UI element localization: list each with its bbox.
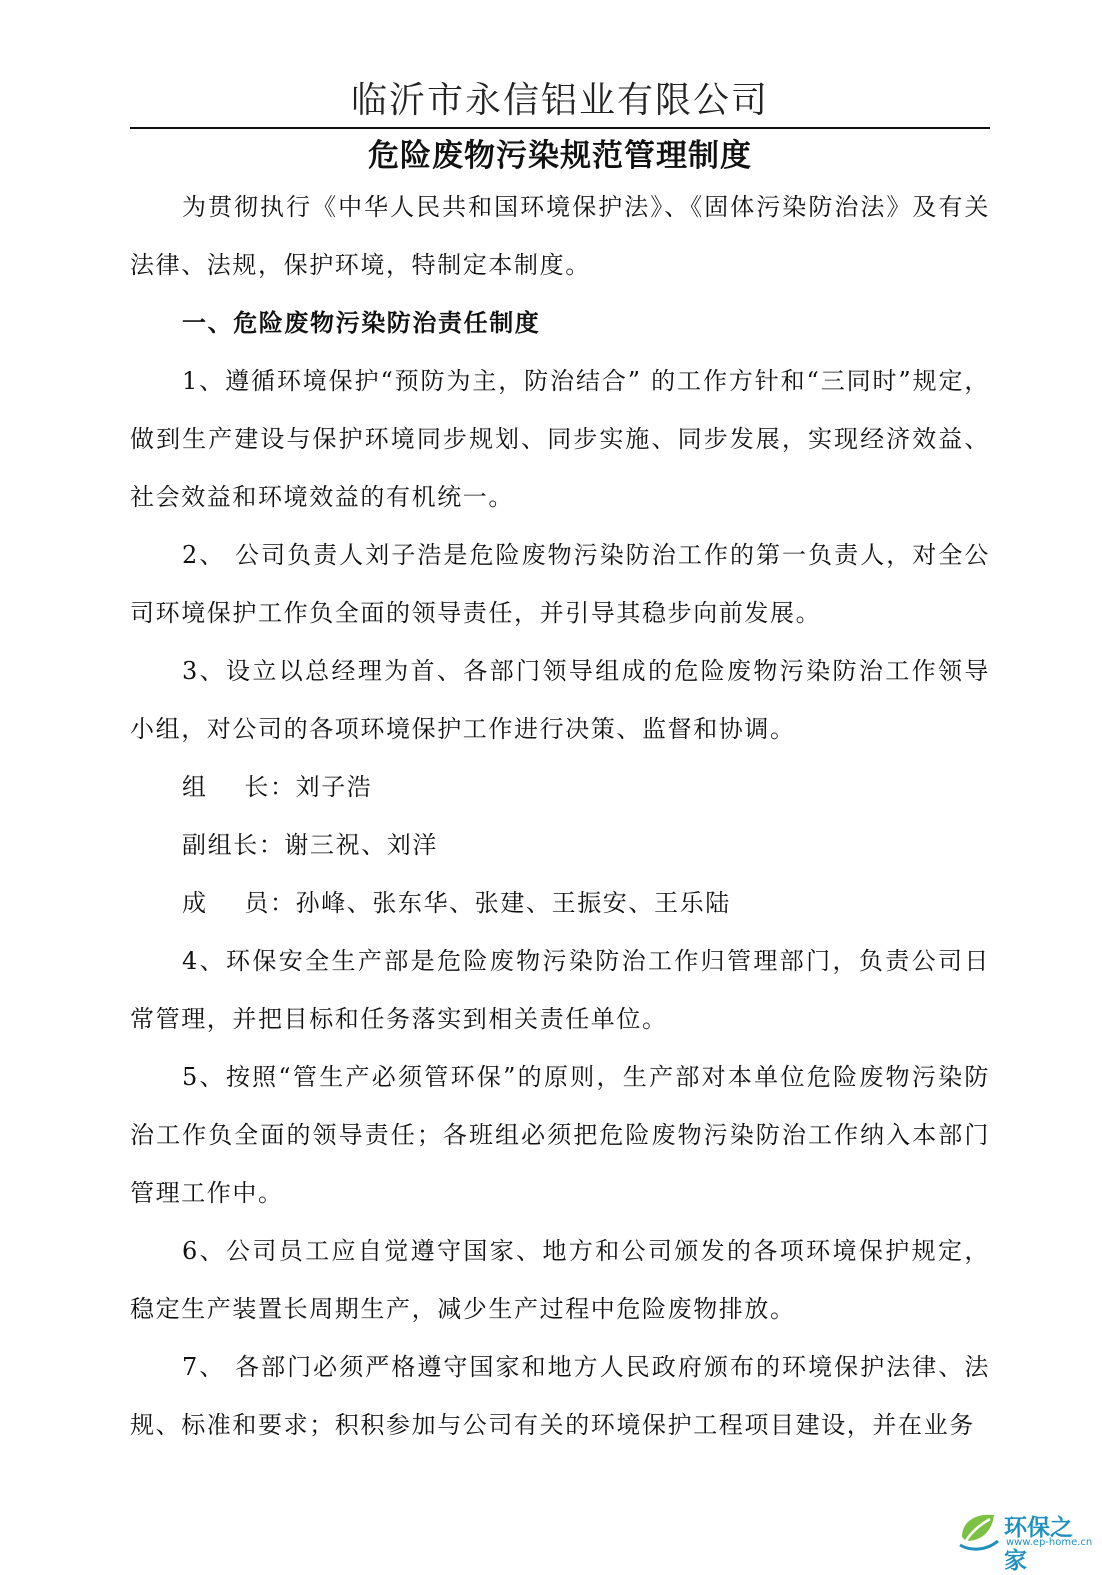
header-divider xyxy=(130,127,990,129)
section-heading: 一、危险废物污染防治责任制度 xyxy=(182,309,541,337)
document-body xyxy=(130,178,990,1454)
intro-paragraph: 为贯彻执行《中华人民共和国环境保护法》、《固体污染防治法》及有关法律、法规，保护环境，特制定本制度。 xyxy=(130,193,990,279)
member-deputy xyxy=(130,816,990,874)
company-name: 临沂市永信铝业有限公司 xyxy=(350,80,769,121)
watermark-url: www.ep-home.cn xyxy=(1006,1537,1093,1548)
member-leader xyxy=(130,758,990,816)
watermark-name: 环保之家 xyxy=(1004,1515,1073,1574)
member-names: ：刘子浩 xyxy=(270,773,373,801)
leaf-logo-icon xyxy=(956,1507,1002,1553)
clause-2: 2、 公司负责人刘子浩是危险废物污染防治工作的第一负责人，对全公司环境保护工作负全面的领导责任，并引导其稳步向前发展。 xyxy=(130,541,990,627)
member-role: 副组长 xyxy=(182,831,259,859)
watermark xyxy=(954,1507,1094,1574)
member-role: 组 长 xyxy=(182,773,270,801)
clause-6: 6、公司员工应自觉遵守国家、地方和公司颁发的各项环境保护规定，稳定生产装置长周期生产，减少生产过程中危险废物排放。 xyxy=(130,1237,990,1323)
document-title: 危险废物污染规范管理制度 xyxy=(368,138,752,174)
clause-5: 5、按照“管生产必须管环保”的原则，生产部对本单位危险废物污染防治工作负全面的领导责任；各班组必须把危险废物污染防治工作纳入本部门管理工作中。 xyxy=(130,1063,990,1207)
clause-7: 7、 各部门必须严格遵守国家和地方人民政府颁布的环境保护法律、法规、标准和要求；积积参加与公司有关的环境保护工程项目建设，并在业务 xyxy=(130,1353,990,1439)
member-members xyxy=(130,874,990,932)
member-names: ：孙峰、张东华、张建、王振安、王乐陆 xyxy=(270,889,731,917)
clause-1: 1、遵循环境保护“预防为主，防治结合” 的工作方针和“三同时”规定，做到生产建设与保护环境同步规划、同步实施、同步发展，实现经济效益、社会效益和环境效益的有机统一。 xyxy=(130,367,990,511)
member-names: ：谢三祝、刘洋 xyxy=(258,831,439,859)
clause-3: 3、设立以总经理为首、各部门领导组成的危险废物污染防治工作领导小组，对公司的各项环境保护工作进行决策、监督和协调。 xyxy=(130,657,990,743)
member-role: 成 员 xyxy=(182,889,270,917)
clause-4: 4、环保安全生产部是危险废物污染防治工作归管理部门，负责公司日常管理，并把目标和任务落实到相关责任单位。 xyxy=(130,947,990,1033)
